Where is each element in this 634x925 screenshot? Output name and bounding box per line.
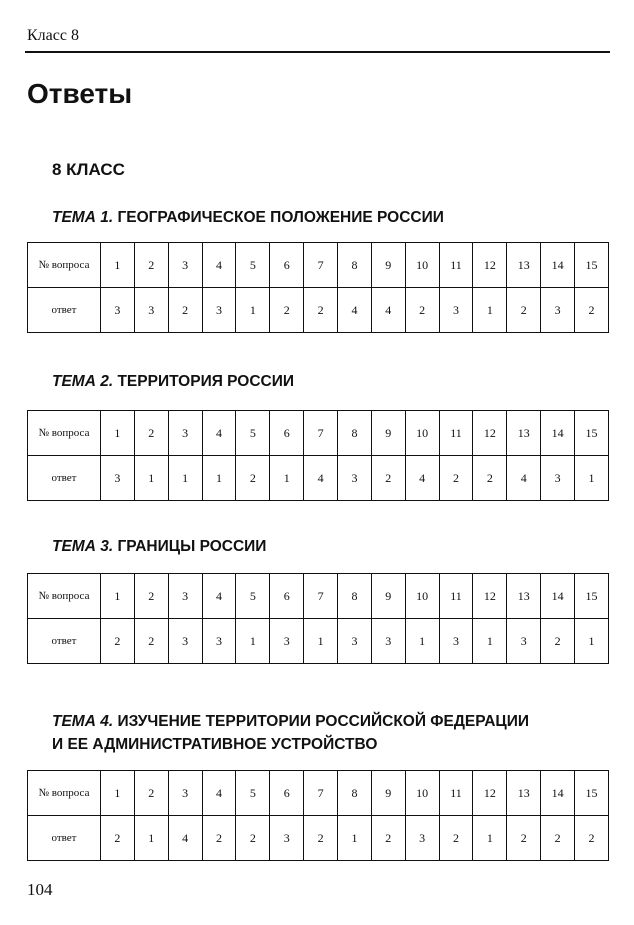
answer-cell: 3 (168, 619, 202, 664)
question-number-cell: 3 (168, 411, 202, 456)
answer-cell: 2 (304, 288, 338, 333)
question-number-cell: 6 (270, 574, 304, 619)
question-row (28, 243, 609, 288)
answer-cell: 2 (371, 816, 405, 861)
question-number-cell: 6 (270, 771, 304, 816)
row-label-answer: ответ (28, 456, 101, 501)
question-number-cell: 10 (405, 574, 439, 619)
question-number-cell: 13 (507, 243, 541, 288)
answer-cell: 2 (439, 816, 473, 861)
answer-cell: 1 (473, 816, 507, 861)
answer-table-1 (27, 242, 609, 333)
answer-cell: 3 (101, 456, 135, 501)
answer-cell: 3 (541, 456, 575, 501)
answer-cell: 3 (134, 288, 168, 333)
answer-cell: 3 (439, 288, 473, 333)
question-number-cell: 3 (168, 574, 202, 619)
question-number-cell: 12 (473, 574, 507, 619)
question-number-cell: 15 (575, 411, 609, 456)
question-number-cell: 8 (338, 243, 372, 288)
topic-heading-2 (52, 370, 612, 393)
answer-cell: 3 (338, 619, 372, 664)
class-heading: 8 КЛАСС (52, 160, 125, 179)
question-number-cell: 5 (236, 771, 270, 816)
topic-title: ТЕРРИТОРИЯ РОССИИ (117, 373, 295, 390)
question-number-cell: 11 (439, 771, 473, 816)
answer-cell: 1 (473, 619, 507, 664)
answer-cell: 2 (439, 456, 473, 501)
question-number-cell: 8 (338, 771, 372, 816)
answer-cell: 2 (473, 456, 507, 501)
question-number-cell: 2 (134, 411, 168, 456)
topic-title: ГРАНИЦЫ РОССИИ (117, 538, 267, 555)
answer-cell: 4 (304, 456, 338, 501)
question-number-cell: 9 (371, 243, 405, 288)
answer-cell: 2 (236, 816, 270, 861)
answer-cell: 1 (236, 288, 270, 333)
question-number-cell: 14 (541, 574, 575, 619)
answer-cell: 2 (101, 816, 135, 861)
answer-cell: 2 (202, 816, 236, 861)
question-number-cell: 8 (338, 574, 372, 619)
question-number-cell: 12 (473, 411, 507, 456)
question-number-cell: 4 (202, 411, 236, 456)
answer-cell: 2 (304, 816, 338, 861)
answer-cell: 1 (134, 456, 168, 501)
row-label-question: № вопроса (28, 243, 101, 288)
row-label-question: № вопроса (28, 574, 101, 619)
header-rule (25, 51, 610, 53)
topic-title: ИЗУЧЕНИЕ ТЕРРИТОРИИ РОССИЙСКОЙ ФЕДЕРАЦИИ (117, 713, 530, 730)
question-row (28, 574, 609, 619)
question-number-cell: 7 (304, 574, 338, 619)
question-number-cell: 14 (541, 243, 575, 288)
answer-cell: 1 (575, 619, 609, 664)
answer-cell: 2 (507, 288, 541, 333)
answer-cell: 2 (575, 816, 609, 861)
answer-cell: 3 (338, 456, 372, 501)
answer-cell: 4 (405, 456, 439, 501)
answer-cell: 3 (405, 816, 439, 861)
row-label-answer: ответ (28, 619, 101, 664)
question-number-cell: 13 (507, 771, 541, 816)
question-number-cell: 8 (338, 411, 372, 456)
answer-cell: 2 (270, 288, 304, 333)
question-number-cell: 14 (541, 411, 575, 456)
topic-label: ТЕМА 4. (52, 713, 114, 730)
answer-row (28, 456, 609, 501)
topic-title: ГЕОГРАФИЧЕСКОЕ ПОЛОЖЕНИЕ РОССИИ (117, 209, 444, 226)
question-number-cell: 5 (236, 574, 270, 619)
question-number-cell: 4 (202, 771, 236, 816)
question-number-cell: 5 (236, 243, 270, 288)
question-number-cell: 12 (473, 771, 507, 816)
answer-cell: 3 (270, 619, 304, 664)
answer-cell: 3 (371, 619, 405, 664)
answer-cell: 1 (270, 456, 304, 501)
question-row (28, 411, 609, 456)
answer-cell: 3 (541, 288, 575, 333)
question-number-cell: 5 (236, 411, 270, 456)
answer-cell: 4 (371, 288, 405, 333)
answer-row (28, 816, 609, 861)
page-title: Ответы (27, 78, 133, 109)
answer-cell: 1 (405, 619, 439, 664)
question-row (28, 771, 609, 816)
question-number-cell: 7 (304, 771, 338, 816)
answer-cell: 1 (168, 456, 202, 501)
question-number-cell: 4 (202, 243, 236, 288)
question-number-cell: 2 (134, 771, 168, 816)
answer-cell: 2 (575, 288, 609, 333)
question-number-cell: 15 (575, 574, 609, 619)
answer-cell: 3 (202, 288, 236, 333)
topic-heading-4 (52, 710, 612, 756)
answer-cell: 2 (507, 816, 541, 861)
answer-cell: 2 (371, 456, 405, 501)
row-label-answer: ответ (28, 288, 101, 333)
question-number-cell: 9 (371, 411, 405, 456)
answer-cell: 3 (507, 619, 541, 664)
answer-cell: 2 (168, 288, 202, 333)
answer-cell: 3 (439, 619, 473, 664)
topic-heading-3 (52, 535, 612, 558)
question-number-cell: 10 (405, 411, 439, 456)
question-number-cell: 1 (101, 411, 135, 456)
answer-cell: 1 (575, 456, 609, 501)
answer-row (28, 288, 609, 333)
answer-cell: 2 (405, 288, 439, 333)
topic-title-line2: И ЕЕ АДМИНИСТРАТИВНОЕ УСТРОЙСТВО (52, 736, 378, 753)
answer-cell: 3 (101, 288, 135, 333)
question-number-cell: 9 (371, 771, 405, 816)
question-number-cell: 4 (202, 574, 236, 619)
answer-cell: 2 (541, 816, 575, 861)
question-number-cell: 1 (101, 771, 135, 816)
question-number-cell: 11 (439, 411, 473, 456)
row-label-question: № вопроса (28, 411, 101, 456)
topic-label: ТЕМА 1. (52, 209, 114, 226)
answer-cell: 1 (236, 619, 270, 664)
topic-label: ТЕМА 2. (52, 373, 114, 390)
answer-cell: 4 (168, 816, 202, 861)
question-number-cell: 6 (270, 411, 304, 456)
question-number-cell: 3 (168, 771, 202, 816)
question-number-cell: 10 (405, 771, 439, 816)
answer-cell: 1 (338, 816, 372, 861)
answer-cell: 4 (338, 288, 372, 333)
question-number-cell: 13 (507, 574, 541, 619)
question-number-cell: 12 (473, 243, 507, 288)
answer-cell: 2 (541, 619, 575, 664)
question-number-cell: 7 (304, 243, 338, 288)
question-number-cell: 3 (168, 243, 202, 288)
question-number-cell: 14 (541, 771, 575, 816)
answer-cell: 3 (202, 619, 236, 664)
answer-cell: 4 (507, 456, 541, 501)
answer-cell: 3 (270, 816, 304, 861)
answer-cell: 1 (134, 816, 168, 861)
row-label-answer: ответ (28, 816, 101, 861)
question-number-cell: 2 (134, 574, 168, 619)
answer-cell: 2 (236, 456, 270, 501)
question-number-cell: 10 (405, 243, 439, 288)
topic-label: ТЕМА 3. (52, 538, 114, 555)
question-number-cell: 1 (101, 243, 135, 288)
answer-cell: 2 (134, 619, 168, 664)
question-number-cell: 7 (304, 411, 338, 456)
question-number-cell: 11 (439, 574, 473, 619)
answer-table-3 (27, 573, 609, 664)
question-number-cell: 1 (101, 574, 135, 619)
row-label-question: № вопроса (28, 771, 101, 816)
question-number-cell: 15 (575, 243, 609, 288)
answer-cell: 1 (304, 619, 338, 664)
answer-row (28, 619, 609, 664)
question-number-cell: 11 (439, 243, 473, 288)
answer-cell: 1 (202, 456, 236, 501)
answer-cell: 1 (473, 288, 507, 333)
question-number-cell: 13 (507, 411, 541, 456)
answer-table-4 (27, 770, 609, 861)
running-head: Класс 8 (27, 27, 79, 44)
topic-heading-1 (52, 206, 612, 229)
page-number: 104 (27, 880, 53, 899)
answer-table-2 (27, 410, 609, 501)
question-number-cell: 2 (134, 243, 168, 288)
answer-cell: 2 (101, 619, 135, 664)
question-number-cell: 6 (270, 243, 304, 288)
question-number-cell: 9 (371, 574, 405, 619)
question-number-cell: 15 (575, 771, 609, 816)
